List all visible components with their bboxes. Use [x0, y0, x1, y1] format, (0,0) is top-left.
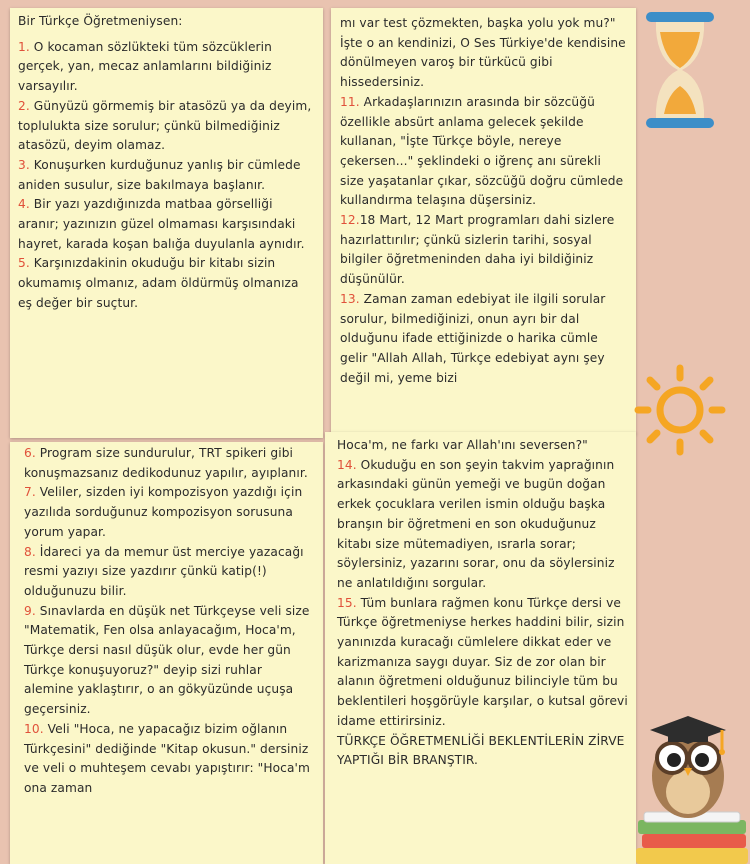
- note-card-1: [10, 8, 323, 438]
- list-item: 12.18 Mart, 12 Mart programları dahi sizlere hazırlattırılır; çünkü sizlerin tarihi, sosyal bilgiler öğretmeninden daha iyi bildiğiniz düşünülür.: [340, 213, 615, 287]
- list-item: 5. Karşınızdakinin okuduğu bir kitabı sizin okumamış olmanız, adam öldürmüş olmanıza eş değer bir suçtur.: [18, 256, 299, 310]
- list-item: 15. Tüm bunlara rağmen konu Türkçe dersi ve Türkçe öğretmeniyse herkes haddini bilir, sizin yanınızda kuracağı cümlelere dikkat eder ve karizmanıza saygı duyar. Siz de zor olan bir alanın öğretmeni olduğunuz bilinciyle tüm bu beklentileri hoşgörüyle karşılar, o kutsal görevi idame ettirirsiniz.: [337, 595, 628, 728]
- sun-icon: [632, 362, 728, 458]
- list-item: 3. Konuşurken kurduğunuz yanlış bir cümlede aniden susulur, size bakılmaya başlanır.: [18, 157, 301, 192]
- hourglass-icon: [644, 10, 716, 130]
- list-item: 13. Zaman zaman edebiyat ile ilgili sorular sorulur, bilmediğinizi, onun ayrı bir dal olduğunu ifade ettiğinizde o harika cümle gelir "Allah Allah, Türkçe edebiyat aynı şey değil mi, yeme bizi: [340, 291, 606, 385]
- continued-text: mı var test çözmekten, başka yolu yok mu?" İşte o an kendinizi, O Ses Türkiye'de kendisine dönülmeyen varoş bir türkücü gibi hissedersiniz.: [340, 16, 626, 90]
- list-item: 4. Bir yazı yazdığınızda matbaa görselliği aranır; yazınızın güzel olmaması karşısındaki hayret, karada koşan balığa duyulanla aynıdır.: [18, 197, 305, 251]
- list-item: 10. Veli "Hoca, ne yapacağız bizim oğlanın Türkçesini" dediğinde "Kitap okusun." dersiniz ve veli o muhteşem cevabı yapıştırır: "Hoca'm ona zaman: [24, 721, 310, 795]
- list-item: 6. Program size sundurulur, TRT spikeri gibi konuşmazsanız dedikodunuz yapılır, ayıplanır.: [24, 446, 308, 480]
- list-item: 14. Okuduğu en son şeyin takvim yaprağının arkasındaki günün yemeği ve bugün doğan erkek çocuklara verilen ismin olduğu başka branşın bir öğretmeni en son okuduğunuz kitabı size mütemadiyen, ısrarla sorar; söylersiniz, yazarını sorar, onu da söylersiniz ne anlatıldığını sorgular.: [337, 457, 615, 590]
- note-card-3: [10, 442, 323, 864]
- closing-statement: TÜRKÇE ÖĞRETMENLİĞİ BEKLENTİLERİN ZİRVE YAPTIĞI BİR BRANŞTIR.: [337, 733, 625, 768]
- owl-on-books-icon: [636, 700, 750, 864]
- note-card-2: [331, 8, 636, 434]
- list-item: 9. Sınavlarda en düşük net Türkçeyse veli size "Matematik, Fen olsa anlayacağım, Hoca'm, Türkçe dersi nasıl düşük olur, evde her gün Türkçe konuşuyoruz?" deyip sizi ruhlar alemine yaklaştırır, o an gökyüzünde uçuşa geçersiniz.: [24, 603, 310, 717]
- list-item: 8. İdareci ya da memur üst merciye yazacağı resmi yazıyı size yazdırır çünkü katip(!) olduğunuzu bilir.: [24, 544, 304, 598]
- list-item: 7. Veliler, sizden iyi kompozisyon yazdığı için yazılıda sorduğunuz kompozisyon sorusuna yorum yapar.: [24, 485, 303, 539]
- note-card-4: [325, 432, 636, 864]
- list-item: 11. Arkadaşlarınızın arasında bir sözcüğü özellikle absürt anlama gelecek şekilde kullanan, "İşte Türkçe böyle, nereye çekersen..." şeklindeki o iğrenç anı sürekli size yaşatanlar çıkar, sözcüğü doğru cümlede kullandırma telaşına düşersiniz.: [340, 94, 624, 208]
- list-item: 2. Günyüzü görmemiş bir atasözü ya da deyim, toplulukta size sorulur; çünkü bilmediğiniz atasözü, deyim olamaz.: [18, 98, 312, 153]
- note-title: Bir Türkçe Öğretmeniysen:: [18, 14, 183, 28]
- list-item: 1. O kocaman sözlükteki tüm sözcüklerin gerçek, yan, mecaz anlamlarını bildiğiniz varsayılır.: [18, 39, 272, 94]
- continued-text: Hoca'm, ne farkı var Allah'ını seversen?": [337, 438, 588, 452]
